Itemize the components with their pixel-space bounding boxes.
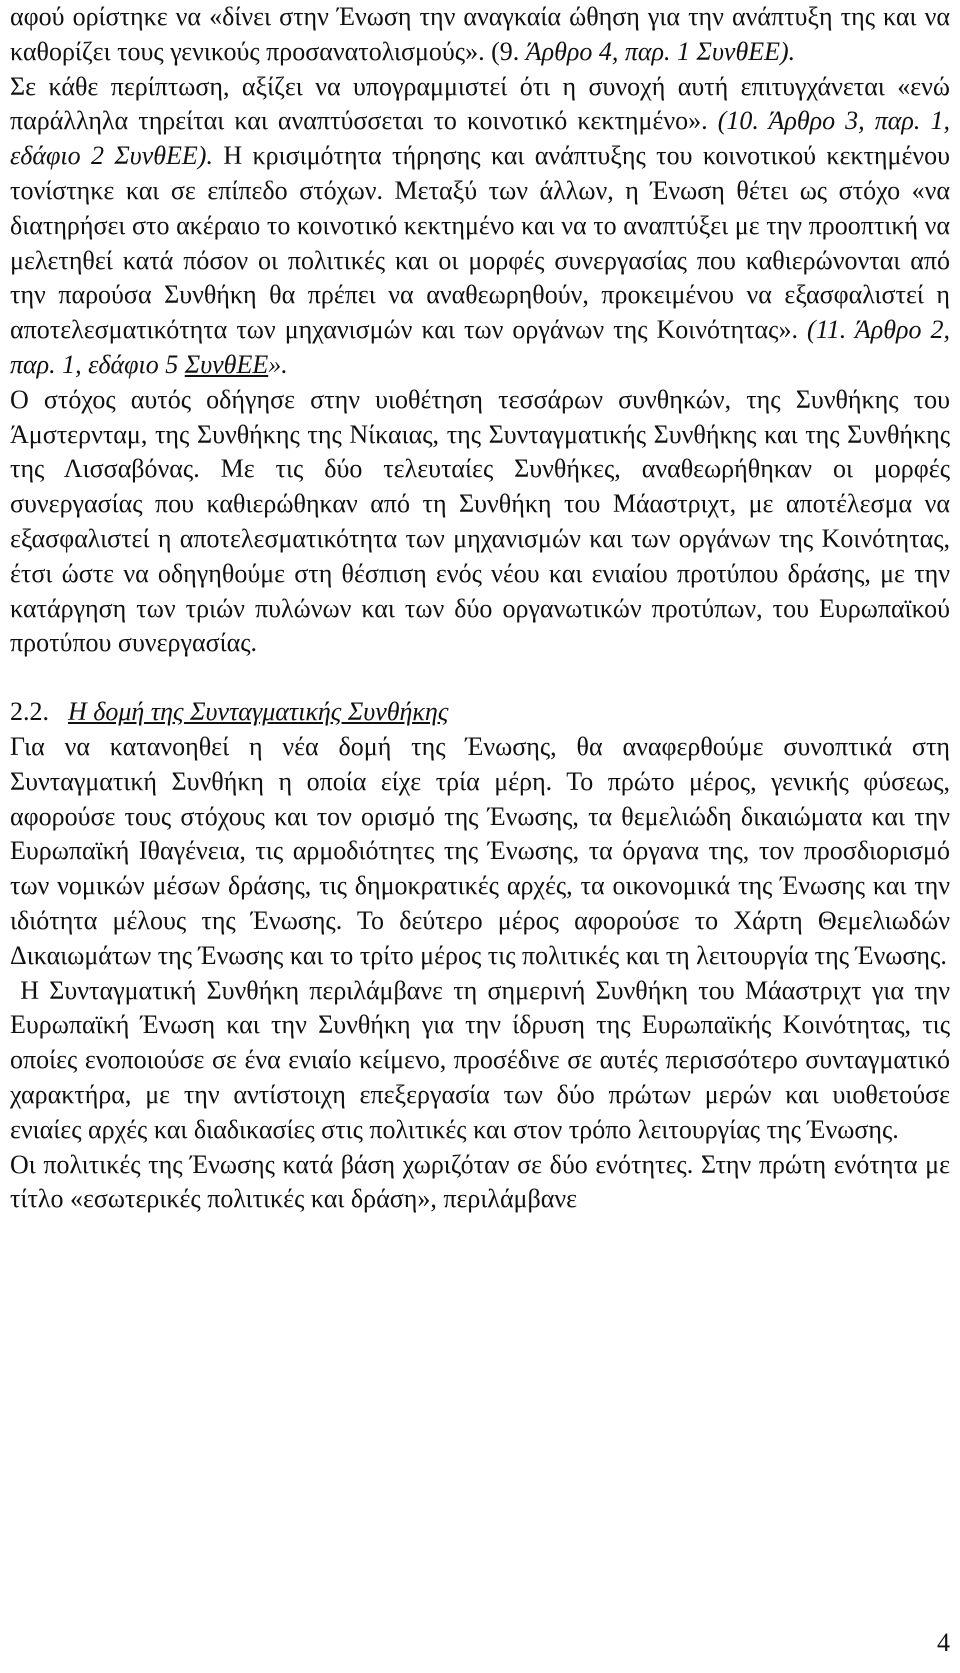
- section-gap: [10, 661, 950, 695]
- paragraph-1-text: αφού ορίστηκε να «δίνει στην Ένωση την αναγκαία ώθηση για την ανάπτυξη της και να καθορίζει τους γενικούς προσανατολισμούς». (9.: [10, 2, 950, 66]
- paragraph-2-text-b: Η κρισιμότητα τήρησης και ανάπτυξης του κοινοτικού κεκτημένου τονίστηκε και σε επίπεδο στόχων. Μεταξύ των άλλων, η Ένωση θέτει ως στόχο «να διατηρήσει στο ακέραιο το κοινοτικό κεκτημένο και να το αναπτύξει με την προοπτική να μελετηθεί κατά πόσον οι πολιτικές και οι μορφές συνεργασίας που καθιερώνονται από την παρούσα Συνθήκη θα πρέπει να αναθεωρηθούν, προκειμένου να εξασφαλιστεί η αποτελεσματικότητα των μηχανισμών και των οργάνων της Κοινότητας».: [10, 141, 950, 345]
- paragraph-6: Οι πολιτικές της Ένωσης κατά βάση χωριζόταν σε δύο ενότητες. Στην πρώτη ενότητα με τίτλο «εσωτερικές πολιτικές και δράση», περιλάμβανε: [10, 1149, 950, 1214]
- footnote-ref-9: Άρθρο 4, παρ. 1 ΣυνθΕΕ).: [525, 36, 796, 66]
- paragraph-3: Ο στόχος αυτός οδήγησε στην υιοθέτηση τεσσάρων συνθηκών, της Συνθήκης του Άμστερνταμ, της Συνθήκης της Νίκαιας, της Συνταγματικής Συνθήκης και της Συνθήκης της Λισσαβόνας. Με τις δύο τελευταίες Συνθήκες, αναθεωρήθηκαν οι μορφές συνεργασίας που καθιερώθηκαν από τη Συνθήκη του Μάαστριχτ, με αποτέλεσμα να εξασφαλιστεί η αποτελεσματικότητα των μηχανισμών και των οργάνων της Κοινότητας, έτσι ώστε να οδηγηθούμε στη θέσπιση ενός νέου και ενιαίου προτύπου δράσης, με την κατάργηση των τριών πυλώνων και των δύο οργανωτικών προτύπων, του Ευρωπαϊκού προτύπου συνεργασίας.: [10, 384, 950, 658]
- document-page: [10, 0, 957, 1217]
- footnote-ref-10: (10. Άρθρο 3, παρ. 1, εδάφιο 2 ΣυνθΕΕ).: [10, 106, 951, 171]
- paragraph-2-text-a: Σε κάθε περίπτωση, αξίζει να υπογραμμιστεί ότι η συνοχή αυτή επιτυγχάνεται «ενώ παράλληλα τηρείται και αναπτύσσεται το κοινοτικό κεκτημένο».: [10, 71, 950, 136]
- paragraph-1: [10, 0, 950, 70]
- paragraph-4: Για να κατανοηθεί η νέα δομή της Ένωσης, θα αναφερθούμε συνοπτικά στη Συνταγματική Συνθήκη η οποία είχε τρία μέρη. Το πρώτο μέρος, γενικής φύσεως, αφορούσε τους στόχους και τον ορισμό της Ένωσης, τα θεμελιώδη δικαιώματα και την Ευρωπαϊκή Ιθαγένεια, τις αρμοδιότητες της Ένωσης, τα όργανα της, τον προσδιορισμό των νομικών μέσων δράσης, τις δημοκρατικές αρχές, τα οικονομικά της Ένωσης και την ιδιότητα μέλους της Ένωσης. Το δεύτερο μέρος αφορούσε το Χάρτη Θεμελιωδών Δικαιωμάτων της Ένωσης και το τρίτο μέρος τις πολιτικές και τη λειτουργία της Ένωσης.: [10, 731, 950, 970]
- section-heading: [10, 695, 950, 730]
- section-title: Η δομή της Συνταγματικής Συνθήκης: [68, 697, 449, 727]
- footnote-ref-11-text: (11. Άρθρο 2, παρ. 1, εδάφιο 5: [10, 315, 951, 379]
- page-number: 4: [937, 1628, 950, 1657]
- footnote-ref-11-end: ».: [268, 349, 288, 379]
- paragraph-2: [10, 70, 950, 383]
- footnote-ref-11-underlined: ΣυνθΕΕ: [184, 349, 269, 379]
- paragraph-5: Η Συνταγματική Συνθήκη περιλάμβανε τη σημερινή Συνθήκη του Μάαστριχτ για την Ευρωπαϊκή Ένωση και την Συνθήκη για την ίδρυση της Ευρωπαϊκής Κοινότητας, τις οποίες ενοποιούσε σε ένα ενιαίο κείμενο, προσέδινε σε αυτές περισσότερο συνταγματικό χαρακτήρα, με την αντίστοιχη επεξεργασία των δύο πρώτων μερών και υιοθετούσε ενιαίες αρχές και διαδικασίες στις πολιτικές και στον τρόπο λειτουργίας της Ένωσης.: [10, 975, 957, 1144]
- section-number: 2.2.: [10, 697, 49, 727]
